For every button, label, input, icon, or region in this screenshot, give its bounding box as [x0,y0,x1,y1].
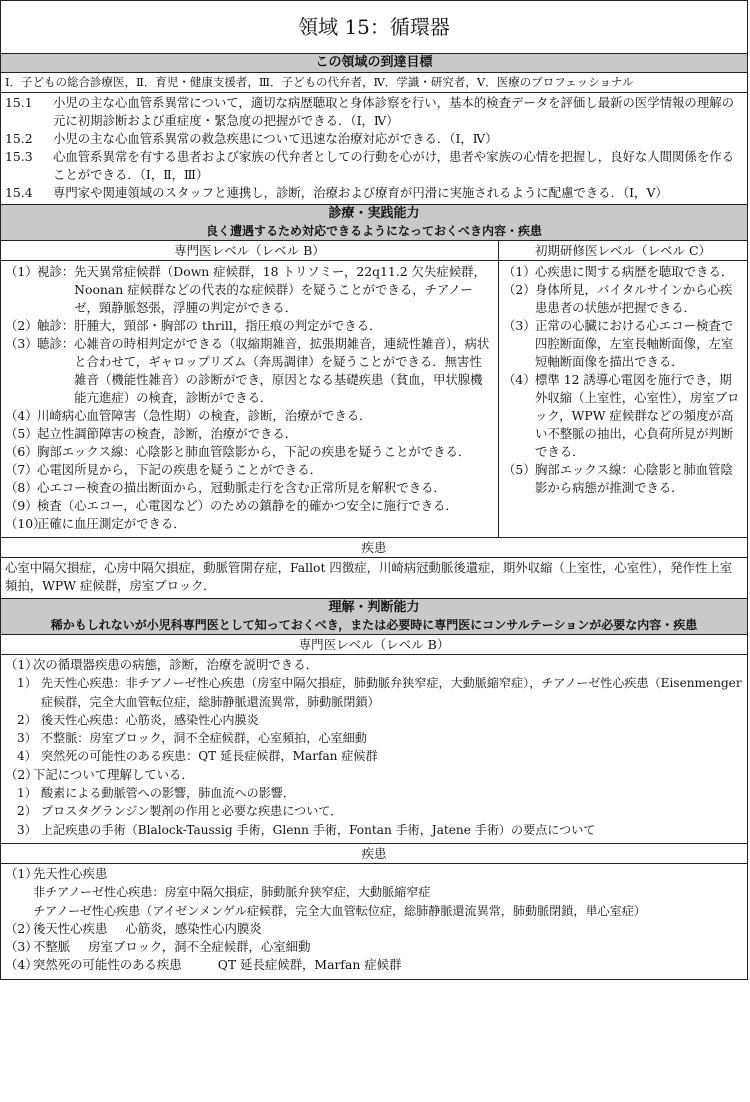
item-text: 心エコー検査の描出断面から，冠動脈走行を含む正常所見を解釈できる． [37,480,446,495]
item-label: 聴診： [37,336,75,351]
specialist-level-heading: 専門医レベル（レベル B） [1,241,498,261]
subitem-text: 先天性心疾患：非チアノーゼ性心疾患（房室中隔欠損症，肺動脈弁狭窄症，大動脈縮窄症），チアノーゼ性心疾患（Eisenmenger 症候群，完全大血管転位症，総肺静脈還流異常，肺動脈閉鎖） [41,676,742,709]
specialist-item [1,461,498,479]
judgement-heading-bar [1,599,747,635]
item-number: （3） [5,336,38,351]
subitem-text: 後天性心疾患：心筋炎，感染性心内膜炎 [41,712,259,727]
specialist-items [1,261,498,537]
judgement-subitem [1,802,747,820]
item-number: （4） [5,957,38,973]
item-number: （7） [5,462,38,477]
judgement-subitem [1,747,747,765]
item-number: （3） [5,939,38,955]
item-label: 後天性心疾患 [33,920,108,936]
item-number: （2） [5,766,38,782]
item-number: （2） [5,318,38,333]
subitem-number: 1） [17,676,37,691]
judgement-level-heading: 専門医レベル（レベル B） [1,635,747,655]
judgement-subitem [1,784,747,802]
item-text: 身体所見，バイタルサインから心疾患患者の状態が把握できる． [535,282,733,315]
disease-item [1,865,747,883]
item-text: QT 延長症候群，Marfan 症候群 [217,957,402,973]
judgement-subheading: 稀かもしれないが小児科専門医として知っておくべき，または必要時に専門医にコンサルテーションが必要な内容・疾患 [50,618,698,632]
judgement-disease-heading: 疾患 [1,844,747,864]
practice-heading-bar [1,205,747,241]
specialist-item [1,425,498,443]
specialist-item [1,263,498,317]
practice-subheading: 良く遭遇するため対応できるようになっておくべき内容・疾患 [205,224,542,238]
item-text: 検査（心エコー，心電図など）のための鎮静を的確かつ安全に施行できる． [37,498,458,513]
resident-item [499,263,747,281]
item-text: 胸部エックス線：心陰影と肺血管陰影から，下記の疾患を疑うことができる． [37,444,471,459]
specialist-item [1,335,498,407]
item-number: （8） [5,480,38,495]
judgement-subitem [1,729,747,747]
item-text: 正常の心臓における心エコー検査で四腔断面像，左室長軸断面像，左室短軸断面像を描出できる． [535,318,734,369]
resident-item [499,317,747,371]
item-number: （2） [5,920,38,936]
item-label: 視診： [37,264,75,279]
item-number: （2） [503,282,536,297]
disease-item [1,920,747,938]
disease-item [1,938,747,956]
goal-text: 小児の主な心血管系異常について，適切な病歴聴取と身体診察を行い，基本的検査データを評価し最新の医学情報の理解の元に初期診断および重症度・緊急度の把握ができる．（Ⅰ，Ⅳ） [53,95,734,128]
specialist-item [1,317,498,335]
item-text: 下記について理解している． [33,766,194,782]
resident-level-heading: 初期研修医レベル（レベル C） [499,241,747,261]
page-title: 領域 15：循環器 [1,1,747,54]
subitem-number: 4） [17,749,37,764]
item-number: （5） [5,426,38,441]
item-text: 心電図所見から，下記の疾患を疑うことができる． [37,462,322,477]
resident-column [499,241,747,537]
specialist-item [1,443,498,461]
subitem-text: プロスタグランジン製剤の作用と必要な疾患について． [41,804,343,819]
subitem-text: 上記疾患の手術（Blalock-Taussig 手術，Glenn 手術，Fontan 手術，Jatene 手術）の要点について [41,822,596,837]
item-number: （4） [503,372,536,387]
practice-columns [1,241,747,538]
item-text: 起立性調節障害の検査，診断，治療ができる． [37,426,298,441]
disease-item [1,956,747,974]
item-number: （1） [503,264,536,279]
goals-heading: この領域の到達目標 [315,55,433,70]
subitem-number: 1） [17,786,37,801]
subitem-number: 2） [17,804,37,819]
item-label: 突然死の可能性のある疾患 [33,957,182,973]
practice-heading: 診療・実践能力 [328,206,420,221]
item-number: （9） [5,498,38,513]
specialist-item [1,407,498,425]
goal-item [1,94,747,130]
item-number: （1） [5,264,38,279]
goal-number: 15.2 [5,131,33,146]
goal-item [1,130,747,148]
item-text: 胸部エックス線：心陰影と肺血管陰影から病態が推測できる． [535,462,733,495]
specialist-item [1,479,498,497]
goal-number: 15.4 [5,185,33,200]
item-number: （5） [503,462,536,477]
disease-subline: チアノーゼ性心疾患（アイゼンメンゲル症候群，完全大血管転位症，総肺静脈還流異常，肺動脈閉鎖，単心室症） [33,903,646,918]
item-text: 正確に血圧測定ができる． [37,516,186,531]
item-number: （1） [5,865,38,881]
subitem-number: 3） [17,731,37,746]
goal-number: 15.1 [5,95,33,110]
judgement-heading: 理解・判断能力 [328,600,420,615]
item-text: 標準 12 誘導心電図を施行でき，期外収縮（上室性，心室性），房室ブロック，WPW 症候群などの頻度が高い不整脈の抽出，心負荷所見が判断できる． [535,372,740,459]
item-text: 心筋炎，感染性心内膜炎 [125,920,262,936]
judgement-disease-list [1,864,747,979]
resident-item [499,371,747,461]
item-number: （6） [5,444,38,459]
goal-text: 心血管系異常を有する患者および家族の代弁者としての行動を心がけ，患者や家族の心情を把握し，良好な人間関係を作ることができる．（Ⅰ，Ⅱ，Ⅲ） [53,149,734,182]
item-number: （1） [5,657,38,672]
resident-item [499,461,747,497]
resident-item [499,281,747,317]
goal-item [1,184,747,202]
item-text: 次の循環器疾患の病態，診断，治療を説明できる． [33,657,318,672]
item-label: 触診： [37,318,75,333]
goal-text: 専門家や関連領域のスタッフと連携し，診断，治療および療育が円滑に実施されるように配慮できる．（Ⅰ，Ⅴ） [53,185,668,200]
specialist-column [1,241,499,537]
subitem-number: 3） [17,822,37,837]
judgement-subitem [1,674,747,711]
subitem-text: 酸素による動脈管への影響，肺血流への影響． [41,786,295,801]
subitem-text: 突然死の可能性のある疾患：QT 延長症候群，Marfan 症候群 [41,749,378,764]
goal-text: 小児の主な心血管系異常の救急疾患について迅速な治療対応ができる．（Ⅰ，Ⅳ） [53,131,498,146]
item-text: 房室ブロック，洞不全症候群，心室細動 [88,939,311,955]
judgement-subitem [1,711,747,729]
specialist-item [1,515,498,533]
roles-line: Ⅰ．子どもの総合診療医，Ⅱ．育児・健康支援者，Ⅲ．子どもの代弁者，Ⅳ．学識・研究者，Ⅴ．医療のプロフェッショナル [1,73,747,93]
item-text: 川崎病心血管障害（急性期）の検査，診断，治療ができる． [37,408,372,423]
subitem-number: 2） [17,712,37,727]
judgement-item [1,656,747,674]
goals-list [1,93,747,205]
item-label: 不整脈 [33,939,71,955]
item-number: （3） [503,318,536,333]
item-number: （10） [5,516,46,531]
item-number: （4） [5,408,38,423]
judgement-items [1,655,747,844]
specialist-item [1,497,498,515]
resident-items [499,261,747,501]
item-text: 先天異常症候群（Down 症候群，18 トリソミー，22q11.2 欠失症候群，Noonan 症候群などの代表的な症候群）を疑うことができる，チアノーゼ，頸静脈怒張，浮腫の判定ができる． [74,264,486,315]
subitem-text: 不整脈：房室ブロック，洞不全症候群，心室頻拍，心室細動 [41,731,367,746]
item-text: 肝腫大，頸部・胸部の thrill，指圧痕の判定ができる． [74,318,382,333]
item-text: 先天性心疾患 [33,865,108,881]
goal-item [1,148,747,184]
practice-disease-list: 心室中隔欠損症，心房中隔欠損症，動脈管開存症，Fallot 四徴症，川崎病冠動脈後遺症，期外収縮（上室性，心室性），発作性上室頻拍，WPW 症候群，房室ブロック． [1,558,747,599]
item-text: 心疾患に関する病歴を聴取できる． [535,264,734,279]
disease-subline: 非チアノーゼ性心疾患：房室中隔欠損症，肺動脈弁狭窄症，大動脈縮窄症 [33,885,431,900]
practice-disease-heading: 疾患 [1,538,747,558]
goals-heading-bar [1,54,747,73]
judgement-subitem [1,821,747,839]
item-text: 心雑音の時相判定ができる（収縮期雑音，拡張期雑音，連続性雑音），病状と合わせて，ギャロップリズム（奔馬調律）を疑うことができる．無害性雑音（機能性雑音）の診断ができ，原因となる基礎疾患（貧血，甲状腺機能亢進症）の検査，診断ができる． [74,336,490,405]
judgement-item [1,766,747,784]
goal-number: 15.3 [5,149,33,164]
